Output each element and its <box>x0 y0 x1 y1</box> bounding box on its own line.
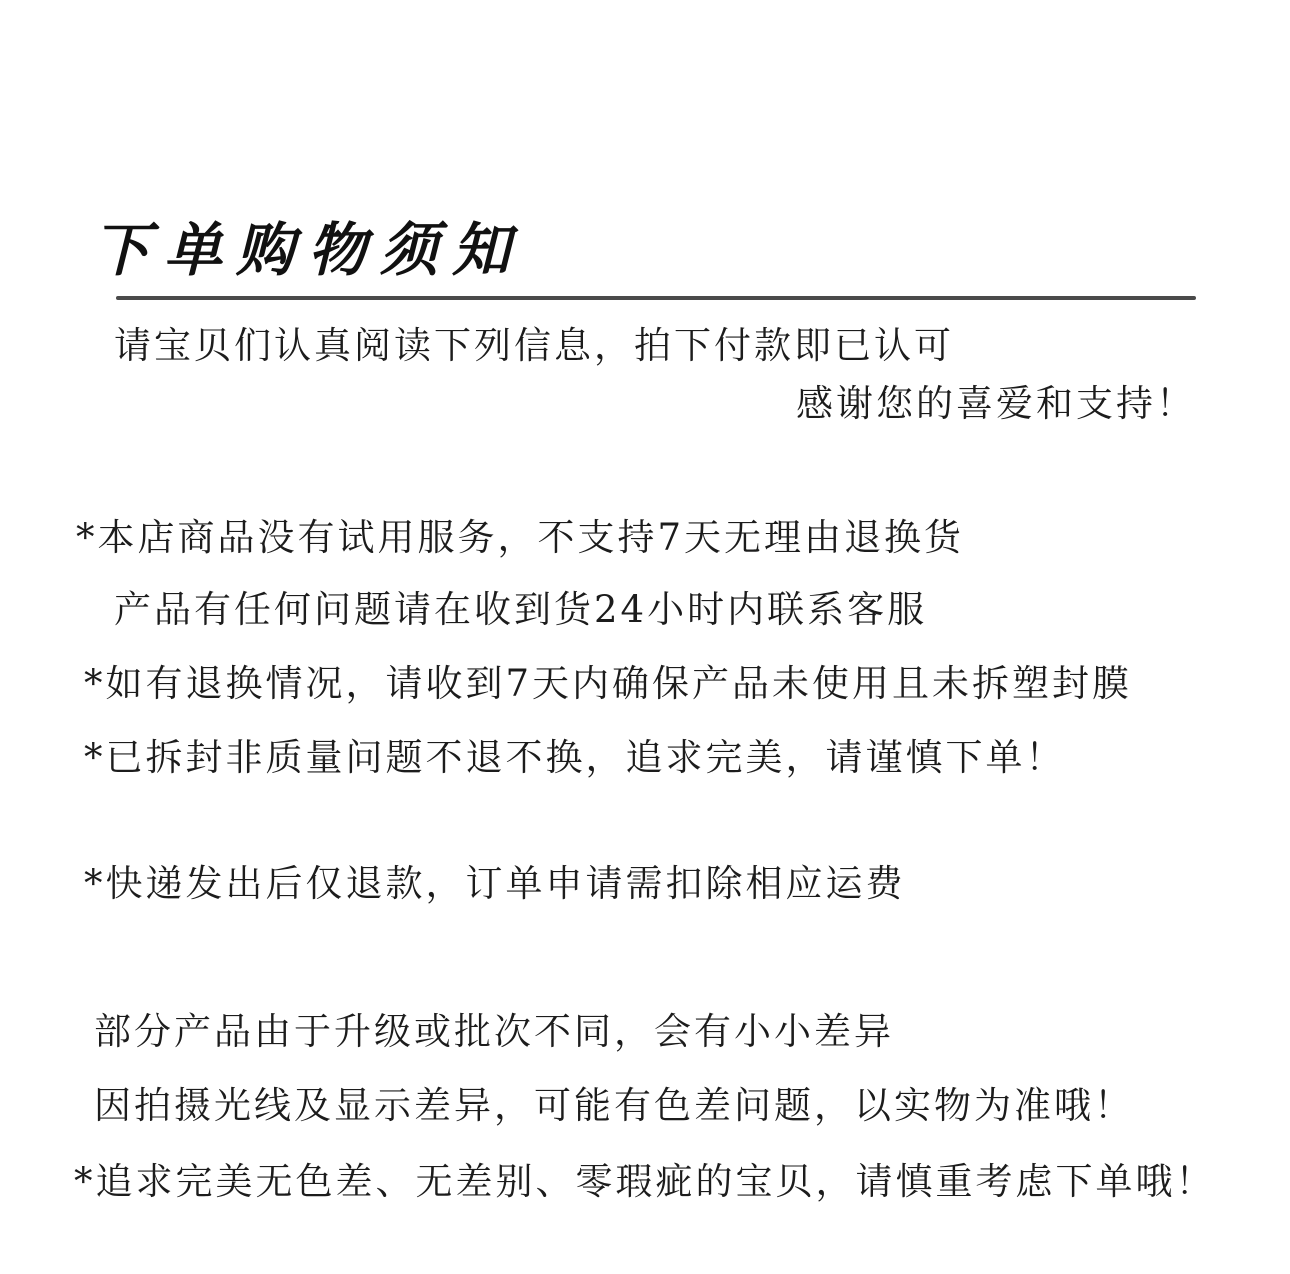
notice-title: 下单购物须知 <box>92 216 525 284</box>
notice-line-no-trial: *本店商品没有试用服务，不支持7天无理由退换货 <box>76 516 965 559</box>
notice-line-color-difference: 因拍摄光线及显示差异，可能有色差问题，以实物为准哦！ <box>94 1084 1134 1127</box>
notice-line-return-condition: *如有退换情况，请收到7天内确保产品未使用且未拆塑封膜 <box>84 662 1133 705</box>
notice-line-opened-no-return: *已拆封非质量问题不退不换，追求完美，请谨慎下单！ <box>84 736 1066 779</box>
notice-line-perfection-warning: *追求完美无色差、无差别、零瑕疵的宝贝，请慎重考虑下单哦！ <box>74 1160 1216 1203</box>
intro-text: 请宝贝们认真阅读下列信息，拍下付款即已认可 <box>114 324 954 367</box>
thanks-text: 感谢您的喜爱和支持！ <box>796 382 1196 425</box>
notice-line-contact-service: 产品有任何问题请在收到货24小时内联系客服 <box>114 588 928 631</box>
notice-line-refund-shipping: *快递发出后仅退款，订单申请需扣除相应运费 <box>84 862 906 905</box>
title-divider <box>116 296 1196 300</box>
notice-line-batch-difference: 部分产品由于升级或批次不同，会有小小差异 <box>94 1010 894 1053</box>
